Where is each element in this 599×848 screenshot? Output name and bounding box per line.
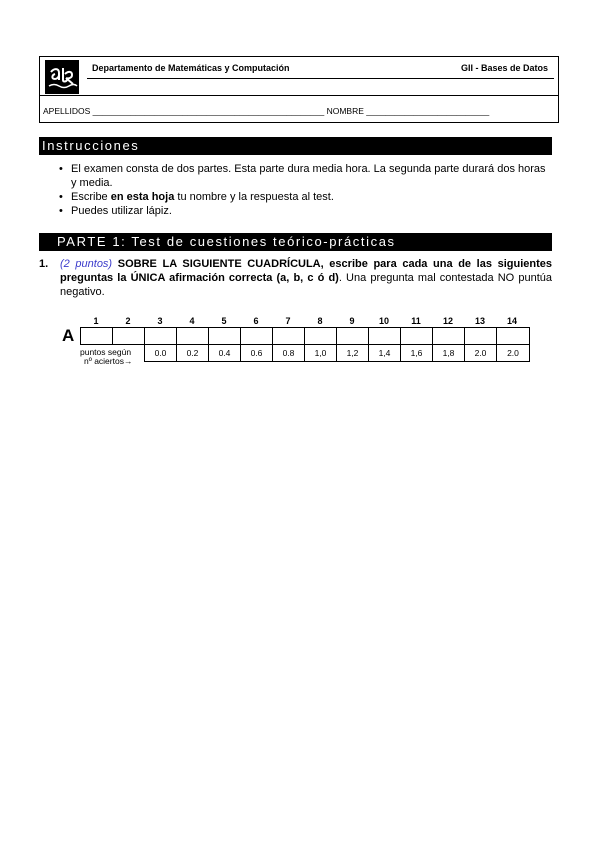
score-cell: 0.0 <box>145 345 177 361</box>
course-name: GII - Bases de Datos <box>460 63 548 73</box>
answer-cell[interactable] <box>465 328 497 344</box>
exam-header <box>39 56 559 123</box>
column-number: 3 <box>157 316 163 326</box>
answer-cell[interactable] <box>497 328 529 344</box>
score-cell: 0.8 <box>273 345 305 361</box>
question-instruction: SOBRE LA SIGUIENTE CUADRÍCULA, escribe para cada una de las siguientes preguntas la ÚNICA afirmación correcta (a, b, c ó d) <box>60 258 553 284</box>
score-caption-line: puntos según <box>80 347 132 357</box>
column-number: 7 <box>285 316 291 326</box>
part1-heading: PARTE 1: Test de cuestiones teórico-prácticas <box>39 233 552 251</box>
answer-cell[interactable] <box>337 328 369 344</box>
column-number: 2 <box>125 316 131 326</box>
instruction-item <box>57 190 552 204</box>
instructions-list <box>57 162 552 218</box>
column-number: 10 <box>378 316 389 326</box>
column-number: 5 <box>221 316 227 326</box>
column-number: 12 <box>442 316 453 326</box>
answer-cell[interactable] <box>113 328 145 344</box>
column-number: 8 <box>317 316 323 326</box>
answer-cell[interactable] <box>369 328 401 344</box>
student-name-line[interactable]: APELLIDOS _________________________________________________ NOMBRE __________________________ <box>43 106 490 116</box>
score-caption-line: nº aciertos→ <box>84 356 133 366</box>
answer-cell[interactable] <box>209 328 241 344</box>
answer-cell[interactable] <box>177 328 209 344</box>
score-cell: 2.0 <box>465 345 497 361</box>
column-number: 14 <box>506 316 517 326</box>
university-logo <box>45 60 79 94</box>
score-cell: 1,6 <box>401 345 433 361</box>
score-cell: 0.4 <box>209 345 241 361</box>
answer-cell[interactable] <box>273 328 305 344</box>
department-name: Departamento de Matemáticas y Computación <box>92 63 290 73</box>
answer-cell[interactable] <box>401 328 433 344</box>
grid-row-label: A <box>62 326 75 345</box>
question-note: . Una pregunta mal contestada NO puntúa negativo. <box>60 272 553 298</box>
instruction-text: Escribe <box>71 191 111 203</box>
column-number: 11 <box>411 316 421 326</box>
answer-cell[interactable] <box>305 328 337 344</box>
question-number: 1. <box>39 258 49 270</box>
answer-grid <box>62 316 532 376</box>
instruction-text: El examen consta de dos partes. Esta parte dura media hora. La segunda parte durará dos horas y media. <box>71 163 546 189</box>
instruction-emphasis: en esta hoja <box>110 191 175 203</box>
header-divider <box>40 95 558 96</box>
score-cell: 0.6 <box>241 345 273 361</box>
question-body <box>60 257 552 299</box>
instruction-item <box>57 204 552 218</box>
column-number: 1 <box>93 316 99 326</box>
answer-row <box>80 327 530 345</box>
score-caption <box>80 348 144 366</box>
question-points: (2 puntos) <box>60 258 113 270</box>
column-number: 9 <box>349 316 355 326</box>
question-1 <box>39 257 552 299</box>
header-rule <box>87 78 554 79</box>
column-number: 6 <box>253 316 259 326</box>
instruction-text: Puedes utilizar lápiz. <box>71 205 172 217</box>
answer-cell[interactable] <box>433 328 465 344</box>
score-cell: 1,4 <box>369 345 401 361</box>
score-cell: 1,2 <box>337 345 369 361</box>
score-cell: 1,0 <box>305 345 337 361</box>
score-cell: 2.0 <box>507 348 519 358</box>
answer-cell[interactable] <box>81 328 113 344</box>
score-cell: 1,8 <box>433 345 465 361</box>
score-cell: 0.2 <box>177 345 209 361</box>
instruction-item <box>57 162 552 190</box>
answer-cell[interactable] <box>241 328 273 344</box>
score-row <box>144 344 530 362</box>
column-number: 4 <box>189 316 195 326</box>
instructions-heading: Instrucciones <box>39 137 552 155</box>
instruction-text: tu nombre y la respuesta al test. <box>174 191 334 203</box>
column-number: 13 <box>474 316 485 326</box>
answer-cell[interactable] <box>145 328 177 344</box>
